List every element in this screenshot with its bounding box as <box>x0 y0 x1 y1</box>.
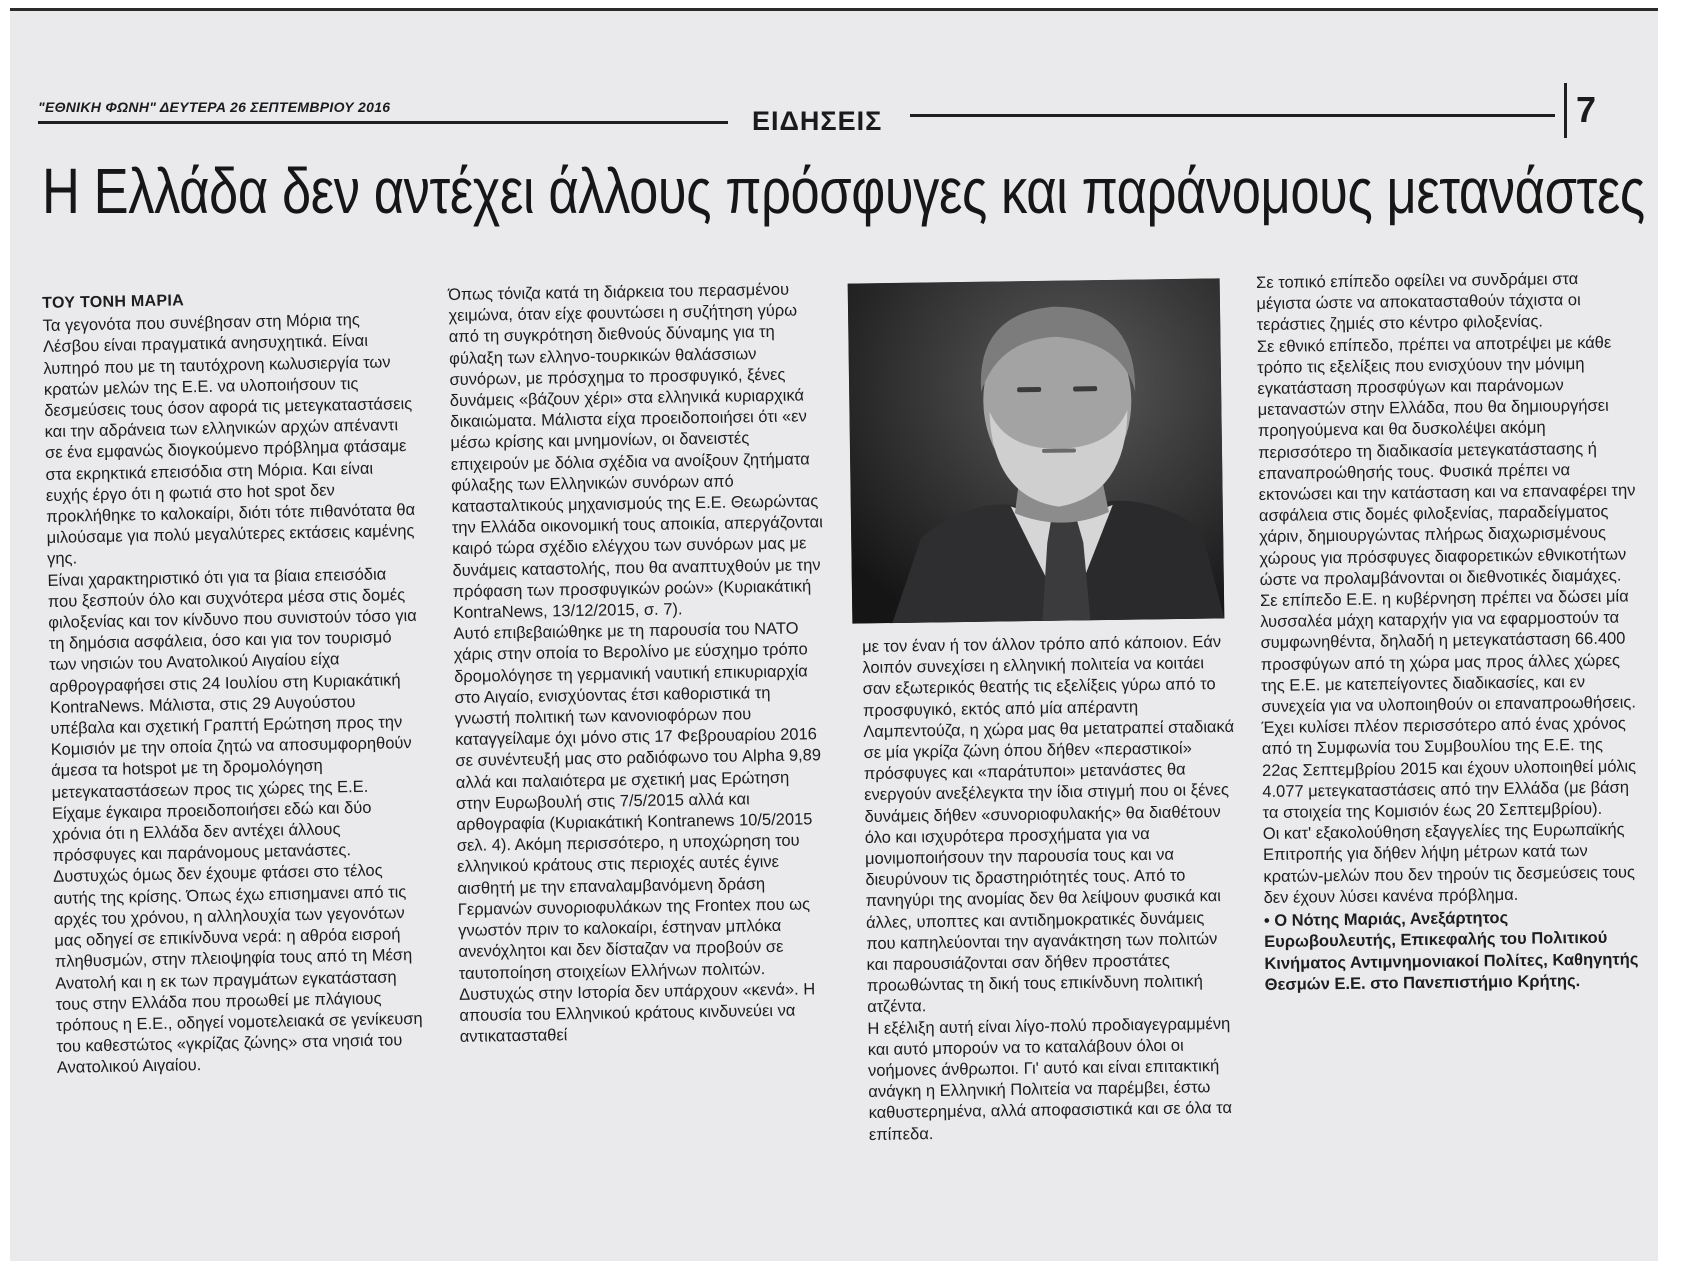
page-number-divider <box>1564 83 1567 138</box>
paragraph: Σε εθνικό επίπεδο, πρέπει να αποτρέψει με κάθε τρόπο τις εξελίξεις που ενισχύουν την μόνιμη εγκατάσταση προσφύγων και παράνομων μεταναστών στην Ελλάδα, που θα δημιουργήσει προηγούμενα και θα δυσκολέψει ακόμη περισσότερο τη διαδικασία μετεγκατάστασης ή επαναπροώθησής τους. Φυσικά πρέπει να εκτονώσει και την κατάσταση και να επαναφέρει την ασφάλεια στις δομές φιλοξενίας, παραδείγματος χάριν, δημιουργώντας πλήρως διαχωρισμένους χώρους για πρόσφυγες διαφορετικών εθνικοτήτων ώστε να προλαμβάνονται οι διεθνοτικές διαμάχες. <box>1256 333 1636 589</box>
paragraph: Σε επίπεδο Ε.Ε. η κυβέρνηση πρέπει να δώσει μία λυσσαλέα μάχη καταρχήν για να εφαρμοστούν τα συμφωνηθέντα, δηλαδή η μετεγκατάσταση 66.400 προσφύγων από τη χώρα μας προς άλλες χώρες της Ε.Ε. με κατεπείγοντες διαδικασίες, και εν συνεχεία για να υλοποιηθούν οι επαναπροωθήσεις. <box>1259 587 1636 717</box>
paragraph: Οι κατ' εξακολούθηση εξαγγελίες της Ευρωπαϊκής Επιτροπής για δήθεν λήψη μέτρων κατά των κρατών-μελών που δεν τηρούν τις δεσμεύσεις τους δεν έχουν λύσει κανένα πρόβλημα. <box>1262 820 1636 907</box>
paragraph: Η εξέλιξη αυτή είναι λίγο-πολύ προδιαγεγραμμένη και αυτό μπορούν να το καταλάβουν όλοι οι νοήμονες άνθρωποι. Γι' αυτό και είναι επιτακτική ανάγκη η Ελληνική Πολιτεία να παρέμβει, έστω καθυστερημένα, αλλά αποφασιστικά και σε όλα τα επίπεδα. <box>867 1014 1233 1144</box>
section-label: ΕΙΔΗΣΕΙΣ <box>752 106 883 136</box>
paragraph: Σε τοπικό επίπεδο οφείλει να συνδράμει στα μέγιστα ώστε να αποκατασταθούν τάχιστα οι τεράστιες ζημιές στο κέντρο φιλοξενίας. <box>1256 270 1581 335</box>
byline: ΤΟΥ ΤΟΝΗ ΜΑΡΙΑ <box>42 292 185 312</box>
paragraph: Όπως τόνιζα κατά τη διάρκεια του περασμένου χειμώνα, όταν είχε φουντώσει η συζήτηση γύρω από τη συγκρότηση διεθνούς δύναμης για τη φύλαξη των ελληνο-τουρκικών θαλάσσιων συνόρων, με πρόσχημα το προσφυγικό, ξένες δυνάμεις «βάζουν χέρι» στα ελληνικά κυριαρχικά δικαιώματα. Μάλιστα είχα προειδοποιήσει ότι «εν μέσω κρίσης και μνημονίων, οι δανειστές επιχειρούν με δόλια σχέδια να ανοίξουν ζητήματα φύλαξης των Ελληνικών συνόρων από κατασταλτικούς μηχανισμούς της Ε.Ε. Θεωρώντας την Ελλάδα οικονομική τους αποικία, απεργάζονται καιρό τώρα σχέδιο ελέγχου των συνόρων μας με δυνάμεις καταστολής, που θα αναπτυχθούν με την πρόφαση των προσφυγικών ροών» (Κυριακάτική KontraNews, 13/12/2015, σ. 7). <box>448 280 823 623</box>
portrait-illustration <box>848 278 1225 623</box>
article-column-2 <box>448 279 832 1048</box>
paragraph: με τον έναν ή τον άλλον τρόπο από κάποιον. Εάν λοιπόν συνεχίσει η ελληνική πολιτεία να κοιτάει σαν εξωτερικός θεατής τις εξελίξεις γύρω από το προσφυγικό, εκτός από μία απέραντη Λαμπεντούζα, η χώρα μας θα μετατραπεί σταδιακά σε μία γκρίζα ζώνη όπου δήθεν «περαστικοί» πρόσφυγες και «παράτυποι» μετανάστες θα ενεργούν ανεξέλεγκτα την ίδια στιγμή που οι ξένες δυνάμεις δήθεν «συνοριοφυλακής» θα διαθέτουν όλο και ισχυρότερα προσχήματα για να μονιμοποιήσουν την παρουσία τους και να διευρύνουν τις δραστηριότητές τους. Από το πανηγύρι της ανομίας δεν θα λείψουν φυσικά και άλλες, υποπτες και αντιδημοκρατικές δυνάμεις που καπηλεύονται την αγανάκτηση των πολιτών και παρουσιάζονται σαν δήθεν προστάτες προωθώντας τη δική τους επικίνδυνη πολιτική ατζέντα. <box>862 632 1235 1017</box>
header-rule-left <box>38 121 728 124</box>
header-rule-right <box>910 114 1555 117</box>
paragraph: Αυτό επιβεβαιώθηκε με τη παρουσία του ΝΑΤΟ χάρις στην οποία το Βερολίνο με εύσχημο τρόπο δρομολόγησε τη γερμανική ναυτική επικυριαρχία στο Αιγαίο, ενισχύοντας έτσι καθοριστικά τη γνωστή πολιτική των κανονιοφόρων που καταγγείλαμε όχι μόνο στις 17 Φεβρουαρίου 2016 σε συνέντευξή μας στο ραδιόφωνο του Alpha 9,89 αλλά και παλαιότερα με σχετική μας Ερώτηση στην Ευρωβουλή στις 7/5/2015 αλλά και αρθογραφία (Κυριακάτική Kontranews 10/5/2015 σελ. 4). Ακόμη περισσότερο, η υποχώρηση του ελληνικού κράτους στις περιοχές αυτές έγινε αισθητή με την επαναλαμβανόμενη δράση Γερμανών συνοριοφυλάκων της Frontex που ως γνωστόν πριν το καλοκαίρι, έστηναν μπλόκα ανενόχλητοι και δεν δίσταζαν να προβούν σε ταυτοποίηση στοιχείων Ελλήνων πολιτών. <box>453 619 822 983</box>
paragraph: Είναι χαρακτηριστικό ότι για τα βίαια επεισόδια που ξεσπούν όλο και συχνότερα μέσα στις δομές φιλοξενίας και τον κίνδυνο που συνιστούν τόσο για τη δημόσια ασφάλεια, όσο και για τον τουρισμό των νησιών του Ανατολικού Αιγαίου είχα αρθρογραφήσει στις 24 Ιουλίου στη Κυριακάτική KontraNews. Μάλιστα, στις 29 Αυγούστου υπέβαλα και σχετική Γραπτή Ερώτηση προς την Κομισιόν με την οποία ζητώ να αποσυμφορηθούν άμεσα τα hotspot με τη δρομολόγηση μετεγκαταστάσεων προς τις χώρες της Ε.Ε. <box>47 565 417 802</box>
page-number: 7 <box>1576 89 1597 130</box>
article-column-4 <box>1256 268 1645 995</box>
author-signature: • Ο Νότης Μαριάς, Ανεξάρτητος Ευρωβουλευτής, Επικεφαλής του Πολιτικού Κινήματος Αντιμνημονιακοί Πολίτες, Καθηγητής Θεσμών Ε.Ε. στο Πανεπιστήμιο Κρήτης. <box>1263 909 1639 994</box>
article-column-3 <box>862 632 1241 1146</box>
headline: Η Ελλάδα δεν αντέχει άλλους πρόσφυγες και παράνομους μετανάστες <box>42 155 1645 227</box>
article-column-1 <box>42 286 429 1080</box>
masthead: "ΕΘΝΙΚΗ ΦΩΝΗ" ΔΕΥΤΕΡΑ 26 ΣΕΠΤΕΜΒΡΙΟΥ 2016 <box>38 99 391 115</box>
newspaper-page <box>10 8 1658 1261</box>
paragraph: Δυστυχώς στην Ιστορία δεν υπάρχουν «κενά». Η απουσία του Ελληνικού κράτους κινδυνεύει να αντικατασταθεί <box>459 980 816 1047</box>
portrait-photo <box>848 278 1225 623</box>
paragraph: Τα γεγονότα που συνέβησαν στη Μόρια της Λέσβου είναι πραγματικά ανησυχητικά. Είναι λυπηρό που με τη ταυτόχρονη κωλυσιεργία των κρατών μελών της Ε.Ε. να υλοποιήσουν τις δεσμεύσεις τους όσον αφορά τις μετεγκαταστάσεις και την αδράνεια των ελληνικών αρχών απέναντι σε ένα εμφανώς διογκούμενο πρόβλημα φτάσαμε στα εκρηκτικά επεισόδια στη Μόρια. Και είναι ευχής έργο ότι η φωτιά στο hot spot δεν προκλήθηκε το καλοκαίρι, διότι τότε πιθανότατα θα μιλούσαμε για πολύ μεγαλύτερες εκτάσεις καμένης γης. <box>42 311 416 569</box>
paragraph: Έχει κυλίσει πλέον περισσότερο από ένας χρόνος από τη Συμφωνία του Συμβουλίου της Ε.Ε. της 22ας Σεπτεμβρίου 2015 και έχουν υλοποιηθεί μόλις 4.077 μετεγκαταστάσεις από την Ελλάδα (με βάση τα στοιχεία της Κομισιόν έως 20 Σεπτεμβρίου). <box>1261 714 1637 823</box>
paragraph: Είχαμε έγκαιρα προειδοποιήσει εδώ και δύο χρόνια ότι η Ελλάδα δεν αντέχει άλλους πρόσφυγες και παράνομους μετανάστες. Δυστυχώς όμως δεν έχουμε φτάσει στο τέλος αυτής της κρίσης. Όπως έχω επισημανει από τις αρχές του χρόνου, η αλληλουχία των γεγονότων μας οδηγεί σε επικίνδυνα νερά: η αθρόα εισροή πληθυσμών, στην πλειοψηφία τους από τη Μέση Ανατολή και η εκ των πραγμάτων εγκατάσταση τους στην Ελλάδα που προωθεί με πλάγιους τρόπους η Ε.Ε., οδηγεί νομοτελειακά σε γενίκευση του καθεστώτος «γκρίζας ζώνης» στα νησιά του Ανατολικού Αιγαίου. <box>51 798 423 1078</box>
